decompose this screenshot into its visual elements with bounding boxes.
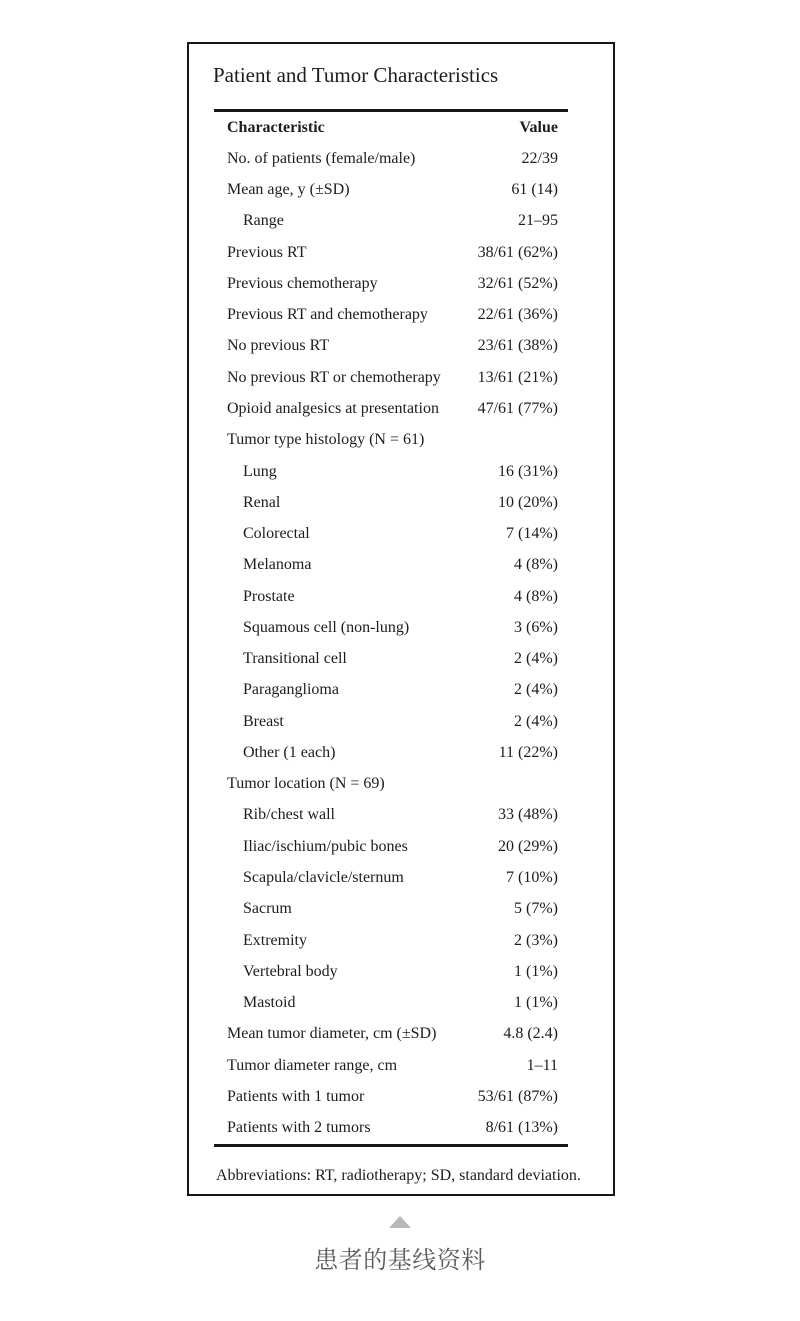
table-row <box>214 175 568 206</box>
table-row <box>214 987 568 1018</box>
row-label: Mean age, y (±SD) <box>227 181 350 199</box>
table-row <box>214 487 568 518</box>
row-value: 4 (8%) <box>514 587 558 605</box>
row-value: 10 (20%) <box>498 493 558 511</box>
row-label: Other (1 each) <box>243 743 336 761</box>
table-row <box>214 1081 568 1112</box>
row-label: Colorectal <box>243 525 310 543</box>
row-value: 7 (10%) <box>506 869 558 886</box>
table-row <box>214 362 568 393</box>
row-value: 53/61 (87%) <box>477 1087 558 1105</box>
table-footnote: Abbreviations: RT, radiotherapy; SD, standard deviation. <box>216 1166 581 1184</box>
table-row <box>214 581 568 612</box>
table-row <box>214 612 568 643</box>
table-row <box>214 800 568 831</box>
table-row <box>214 1113 568 1144</box>
table-row <box>214 518 568 549</box>
row-label: Tumor location (N = 69) <box>227 775 385 793</box>
table-row <box>214 831 568 862</box>
row-label: Previous RT <box>227 243 307 261</box>
row-label: Paraganglioma <box>243 681 339 699</box>
table-row <box>214 1019 568 1050</box>
table-row <box>214 300 568 331</box>
row-label: Previous RT and chemotherapy <box>227 306 428 324</box>
row-label: Patients with 2 tumors <box>227 1119 371 1137</box>
table-row <box>214 675 568 706</box>
table-row <box>214 331 568 362</box>
column-header-value: Value <box>519 118 558 136</box>
row-value: 11 (22%) <box>498 743 558 761</box>
figure-caption: 患者的基线资料 <box>314 1246 486 1274</box>
row-label: Tumor diameter range, cm <box>227 1056 398 1074</box>
row-label: Extremity <box>243 931 307 949</box>
row-value: 47/61 (77%) <box>477 400 558 418</box>
row-label: Prostate <box>243 587 295 605</box>
table-row <box>214 769 568 800</box>
table-row <box>214 925 568 956</box>
table-row <box>214 393 568 424</box>
table-row <box>214 237 568 268</box>
triangle-up-icon <box>389 1216 411 1228</box>
table-row <box>214 1050 568 1081</box>
row-label: Sacrum <box>243 900 292 918</box>
table-row <box>214 143 568 174</box>
row-value: 2 (4%) <box>514 681 558 699</box>
characteristics-table <box>214 109 568 1147</box>
row-value: 4 (8%) <box>514 556 558 574</box>
column-header-characteristic: Characteristic <box>227 118 325 136</box>
row-value: 13/61 (21%) <box>477 368 558 386</box>
row-label: No previous RT or chemotherapy <box>227 368 441 386</box>
row-label: Lung <box>243 462 277 480</box>
row-value: 3 (6%) <box>514 618 558 636</box>
row-value: 1–11 <box>526 1056 558 1074</box>
row-value: 2 (4%) <box>514 712 558 730</box>
row-value: 5 (7%) <box>514 900 558 918</box>
table-row <box>214 956 568 987</box>
row-value: 38/61 (62%) <box>477 243 558 261</box>
row-label: Vertebral body <box>243 962 338 980</box>
table-row <box>214 456 568 487</box>
row-value: 33 (48%) <box>498 806 558 824</box>
table-row <box>214 550 568 581</box>
row-value: 7 (14%) <box>506 525 558 543</box>
table-row <box>214 425 568 456</box>
row-value: 2 (3%) <box>514 931 558 949</box>
row-value: 4.8 (2.4) <box>503 1025 558 1043</box>
table-card <box>187 42 615 1196</box>
table-row <box>214 894 568 925</box>
row-label: Opioid analgesics at presentation <box>227 400 439 418</box>
row-label: Melanoma <box>243 556 312 574</box>
table-row <box>214 644 568 675</box>
row-value: 61 (14) <box>511 181 558 199</box>
row-label: Iliac/ischium/pubic bones <box>243 837 408 855</box>
table-row <box>214 862 568 893</box>
row-value: 32/61 (52%) <box>477 274 558 292</box>
table-header-row <box>214 112 568 143</box>
row-label: Mean tumor diameter, cm (±SD) <box>227 1025 437 1043</box>
row-label: Breast <box>243 712 284 730</box>
row-value: 22/61 (36%) <box>477 306 558 324</box>
table-rows <box>214 143 568 1144</box>
table-row <box>214 268 568 299</box>
row-label: Scapula/clavicle/sternum <box>243 869 404 886</box>
row-label: Squamous cell (non-lung) <box>243 618 410 636</box>
table-row <box>214 737 568 768</box>
row-label: No. of patients (female/male) <box>227 149 416 167</box>
table-row <box>214 206 568 237</box>
row-label: Previous chemotherapy <box>227 274 378 292</box>
row-label: Range <box>243 212 284 230</box>
row-value: 1 (1%) <box>514 962 558 980</box>
row-value: 21–95 <box>518 212 558 230</box>
table-title: Patient and Tumor Characteristics <box>213 63 499 87</box>
row-label: Patients with 1 tumor <box>227 1087 365 1105</box>
row-value: 16 (31%) <box>498 462 558 480</box>
table-row <box>214 706 568 737</box>
row-label: Rib/chest wall <box>243 806 335 824</box>
row-label: Tumor type histology (N = 61) <box>227 431 425 449</box>
row-value: 23/61 (38%) <box>477 337 558 355</box>
table-bottom-rule <box>214 1144 568 1147</box>
row-label: Renal <box>243 493 281 511</box>
row-label: Transitional cell <box>243 650 347 668</box>
row-value: 22/39 <box>521 149 558 167</box>
row-value: 20 (29%) <box>498 837 558 855</box>
row-value: 2 (4%) <box>514 650 558 668</box>
row-value: 8/61 (13%) <box>485 1119 558 1137</box>
row-label: No previous RT <box>227 337 330 355</box>
row-label: Mastoid <box>243 994 296 1012</box>
row-value: 1 (1%) <box>514 994 558 1012</box>
